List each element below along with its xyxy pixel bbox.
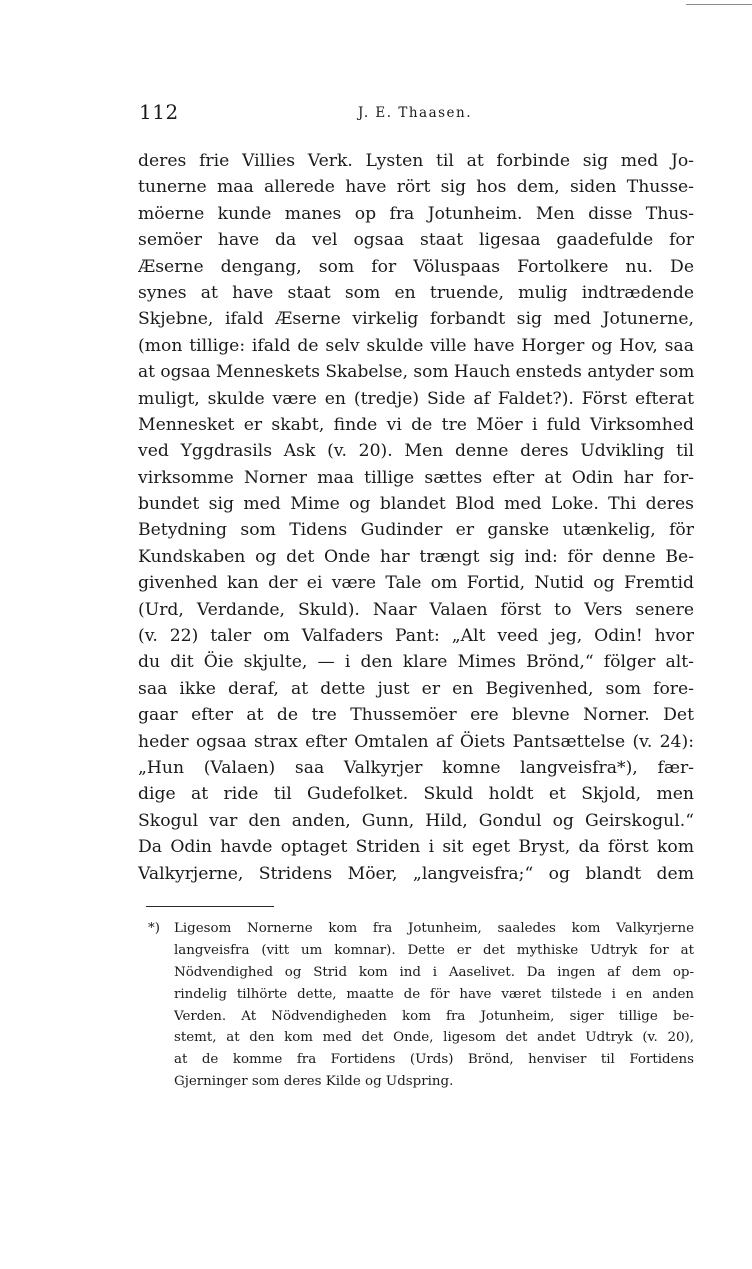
- footnote-line: at de komme fra Fortidens (Urds) Brönd, henviser til Fortidens: [174, 1052, 694, 1068]
- footnote-marker: *): [148, 921, 160, 936]
- body-line: (v. 22) taler om Valfaders Pant: „Alt veed jeg, Odin! hvor: [138, 626, 694, 647]
- body-line: Æserne dengang, som for Völuspaas Fortolkere nu. De: [138, 256, 694, 277]
- footnote-line-text: Ligesom Nornerne kom fra Jotunheim, saaledes kom Valkyrjerne: [174, 921, 694, 936]
- body-text: [138, 148, 694, 887]
- body-line: semöer have da vel ogsaa staat ligesaa gaadefulde for: [138, 230, 694, 251]
- body-line: Betydning som Tidens Gudinder er ganske utænkelig, för: [138, 520, 694, 541]
- body-line: tunerne maa allerede have rört sig hos dem, siden Thusse-: [138, 177, 694, 198]
- body-line: gaar efter at de tre Thussemöer ere blevne Norner. Det: [138, 705, 694, 726]
- body-line: givenhed kan der ei være Tale om Fortid, Nutid og Fremtid: [138, 573, 694, 594]
- running-head: J. E. Thaasen.: [357, 105, 473, 121]
- footnote-line: Gjerninger som deres Kilde og Udspring.: [174, 1074, 454, 1090]
- body-line: deres frie Villies Verk. Lysten til at forbinde sig med Jo-: [138, 151, 694, 171]
- body-line: Mennesket er skabt, finde vi de tre Möer i fuld Virksomhed: [138, 414, 694, 435]
- footnote-line: stemt, at den kom med det Onde, ligesom det andet Udtryk (v. 20),: [174, 1030, 694, 1046]
- body-line: „Hun (Valaen) saa Valkyrjer komne langveisfra*), fær-: [138, 757, 694, 778]
- body-line: dige at ride til Gudefolket. Skuld holdt et Skjold, men: [138, 784, 694, 805]
- body-line: heder ogsaa strax efter Omtalen af Öiets Pantsættelse (v. 24):: [138, 731, 694, 752]
- footnote-line: [148, 918, 694, 940]
- footnote-line: Verden. At Nödvendigheden kom fra Jotunheim, siger tillige be-: [174, 1008, 694, 1024]
- body-line: synes at have staat som en truende, mulig indtrædende: [138, 282, 694, 303]
- footnote-rule: [146, 906, 274, 907]
- body-line: saa ikke deraf, at dette just er en Begivenhed, som fore-: [138, 678, 694, 699]
- body-line: Skjebne, ifald Æserne virkelig forbandt sig med Jotunerne,: [138, 309, 694, 330]
- body-line: Valkyrjerne, Stridens Möer, „langveisfra;“ og blandt dem: [138, 863, 694, 884]
- body-line: Skogul var den anden, Gunn, Hild, Gondul og Geirskogul.“: [138, 810, 694, 831]
- page-number: 112: [139, 100, 179, 124]
- body-line: ved Yggdrasils Ask (v. 20). Men denne deres Udvikling til: [138, 441, 694, 462]
- body-line: du dit Öie skjulte, — i den klare Mimes Brönd,“ fölger alt-: [138, 652, 694, 673]
- footnote: [148, 918, 694, 1093]
- top-edge-rule: [686, 4, 752, 5]
- body-line: bundet sig med Mime og blandet Blod med Loke. Thi deres: [138, 494, 694, 515]
- footnote-line: rindelig tilhörte dette, maatte de för have været tilstede i en anden: [174, 986, 694, 1002]
- body-line: virksomme Norner maa tillige sættes efter at Odin har for-: [138, 467, 694, 488]
- body-line: Da Odin havde optaget Striden i sit eget Bryst, da först kom: [138, 837, 694, 858]
- body-line: (mon tillige: ifald de selv skulde ville have Horger og Hov, saa: [138, 335, 694, 356]
- body-line: muligt, skulde være en (tredje) Side af Faldet?). Först efterat: [138, 388, 694, 409]
- body-line: möerne kunde manes op fra Jotunheim. Men disse Thus-: [138, 203, 694, 224]
- footnote-line: Nödvendighed og Strid kom ind i Aaselivet. Da ingen af dem op-: [174, 964, 694, 980]
- body-line: (Urd, Verdande, Skuld). Naar Valaen först to Vers senere: [138, 599, 694, 620]
- body-line: Kundskaben og det Onde har trængt sig ind: för denne Be-: [138, 546, 694, 567]
- footnote-line: langveisfra (vitt um komnar). Dette er det mythiske Udtryk for at: [174, 942, 694, 958]
- body-line: at ogsaa Menneskets Skabelse, som Hauch ensteds antyder som: [138, 362, 694, 383]
